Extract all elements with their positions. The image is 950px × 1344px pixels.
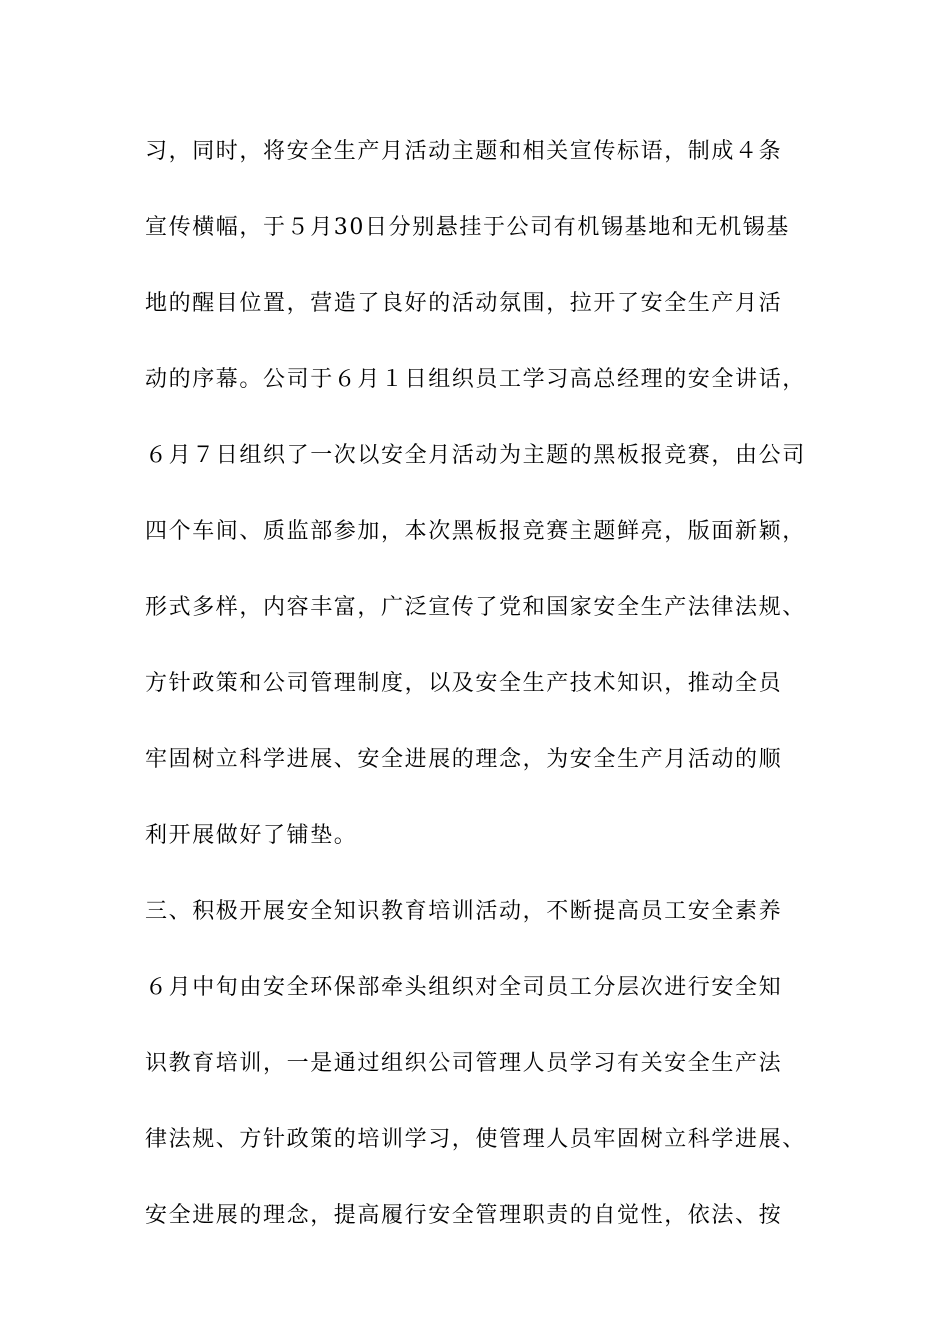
paragraph-line: 习，同时，将安全生产月活动主题和相关宣传标语，制成４条 [145, 139, 783, 164]
paragraph-line: 利开展做好了铺垫。 [145, 823, 358, 848]
paragraph-line: 宣传横幅，于５月30日分别悬挂于公司有机锡基地和无机锡基 [145, 215, 790, 240]
paragraph-line: 识教育培训，一是通过组织公司管理人员学习有关安全生产法 [145, 1051, 783, 1076]
paragraph-line: 牢固树立科学进展、安全进展的理念，为安全生产月活动的顺 [145, 747, 783, 772]
paragraph-line: 四个车间、质监部参加，本次黑板报竞赛主题鲜亮，版面新颖， [145, 519, 806, 544]
paragraph-line: 安全进展的理念，提高履行安全管理职责的自觉性，依法、按 [145, 1203, 783, 1228]
paragraph-line: 方针政策和公司管理制度，以及安全生产技术知识，推动全员 [145, 671, 783, 696]
paragraph-line: 地的醒目位置，营造了良好的活动氛围，拉开了安全生产月活 [145, 291, 783, 316]
paragraph-line: ６月中旬由安全环保部牵头组织对全司员工分层次进行安全知 [145, 975, 783, 1000]
section-heading: 三、积极开展安全知识教育培训活动，不断提高员工安全素养 [145, 899, 783, 924]
paragraph-line: 动的序幕。公司于６月１日组织员工学习高总经理的安全讲话， [145, 367, 806, 392]
paragraph-line: 形式多样，内容丰富，广泛宣传了党和国家安全生产法律法规、 [145, 595, 806, 620]
paragraph-line: ６月７日组织了一次以安全月活动为主题的黑板报竞赛，由公司 [145, 443, 806, 468]
paragraph-line: 律法规、方针政策的培训学习，使管理人员牢固树立科学进展、 [145, 1127, 806, 1152]
